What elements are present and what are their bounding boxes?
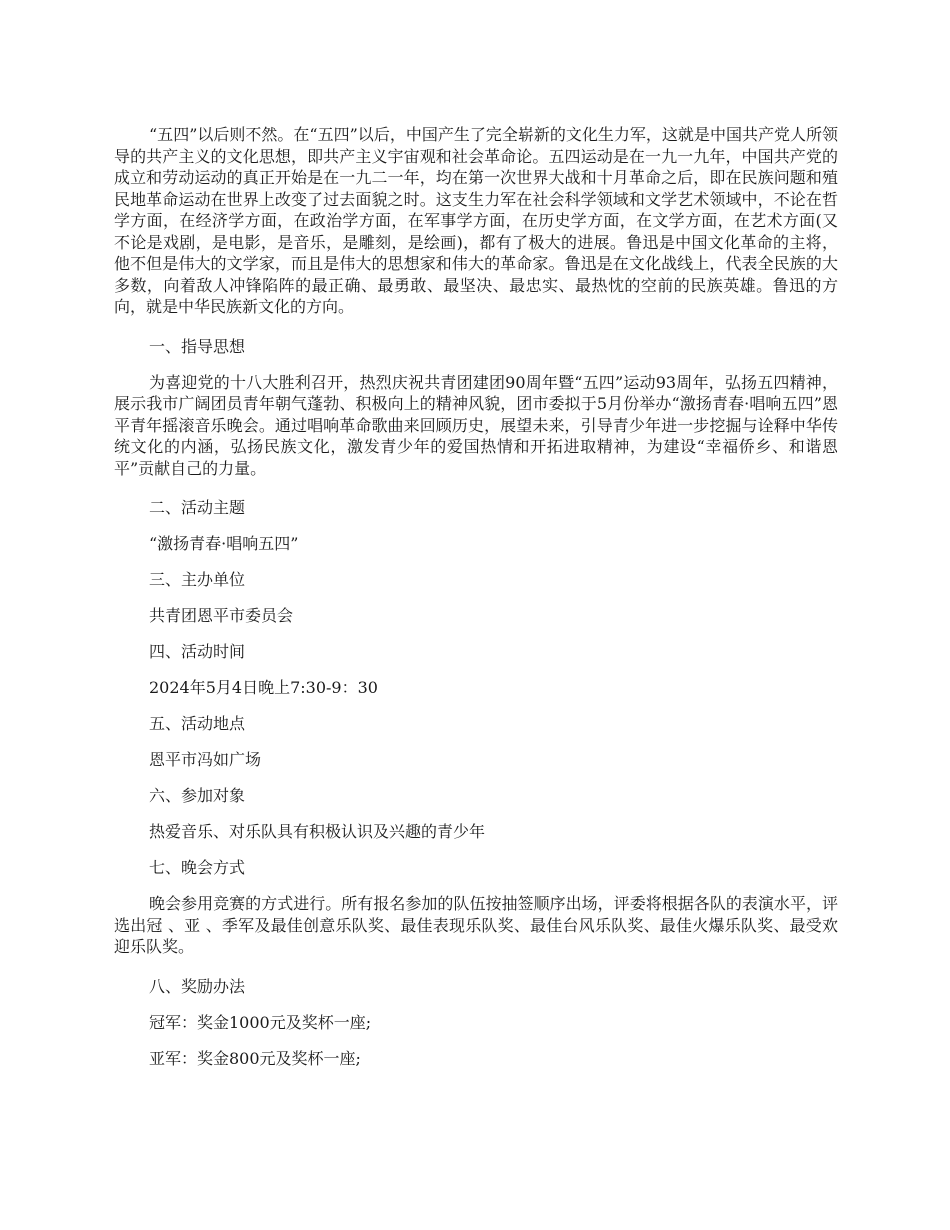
organizer-text: 共青团恩平市委员会 (149, 606, 294, 625)
intro-paragraph: “五四”以后则不然。在“五四”以后，中国产生了完全崭新的文化生力军，这就是中国共产党人所领导的共产主义的文化思想，即共产主义宇宙观和社会革命论。五四运动是在一九一九年，中国共产党的成立和劳动运动的真正开始是在一九二一年，均在第一次世界大战和十月革命之后，即在民族问题和殖民地革命运动在世界上改变了过去面貌之时。这支生力军在社会科学领域和文学艺术领域中，不论在哲学方面，在经济学方面，在政治学方面，在军事学方面，在历史学方面，在文学方面，在艺术方面(又不论是戏剧，是电影，是音乐，是雕刻，是绘画)，都有了极大的进展。鲁迅是中国文化革命的主将，他不但是伟大的文学家，而且是伟大的思想家和伟大的革命家。鲁迅是在文化战线上，代表全民族的大多数，向着敌人冲锋陷阵的最正确、最勇敢、最坚决、最忠实、最热忱的空前的民族英雄。鲁迅的方向，就是中华民族新文化的方向。 (114, 125, 838, 316)
section-heading-awards: 八、奖励办法 (149, 976, 246, 996)
section-heading-time: 四、活动时间 (149, 642, 246, 661)
document-page (114, 124, 838, 1084)
award-item-runner-up: 亚军：奖金800元及奖杯一座; (149, 1048, 361, 1068)
section-heading-venue: 五、活动地点 (149, 714, 246, 733)
time-text: 2024年5月4日晚上7:30-9：30 (149, 678, 378, 697)
format-paragraph: 晚会参用竞赛的方式进行。所有报名参加的队伍按抽签顺序出场，评委将根据各队的表演水平，评选出冠 、亚 、季军及最佳创意乐队奖、最佳表现乐队奖、最佳台风乐队奖、最佳火爆乐队奖、最受欢迎乐队奖。 (114, 894, 838, 956)
award-item-champion: 冠军：奖金1000元及奖杯一座; (149, 1012, 372, 1032)
theme-text: “激扬青春·唱响五四” (149, 534, 299, 553)
venue-text: 恩平市冯如广场 (149, 750, 262, 769)
section-heading-organizer: 三、主办单位 (149, 570, 246, 589)
section-heading-format: 七、晚会方式 (149, 858, 246, 877)
section-heading-guiding-thought: 一、指导思想 (149, 336, 246, 356)
guiding-thought-paragraph: 为喜迎党的十八大胜利召开，热烈庆祝共青团建团90周年暨“五四”运动93周年，弘扬五四精神，展示我市广阔团员青年朝气蓬勃、积极向上的精神风貌，团市委拟于5月份举办“激扬青春·唱响五四”恩平青年摇滚音乐晚会。通过唱响革命歌曲来回顾历史，展望未来，引导青少年进一步挖掘与诠释中华传统文化的内涵，弘扬民族文化，激发青少年的爱国热情和开拓进取精神，为建设“幸福侨乡、和谐恩平”贡献自己的力量。 (114, 372, 838, 478)
section-heading-theme: 二、活动主题 (149, 498, 246, 517)
participants-text: 热爱音乐、对乐队具有积极认识及兴趣的青少年 (149, 822, 486, 841)
section-heading-participants: 六、参加对象 (149, 786, 246, 805)
